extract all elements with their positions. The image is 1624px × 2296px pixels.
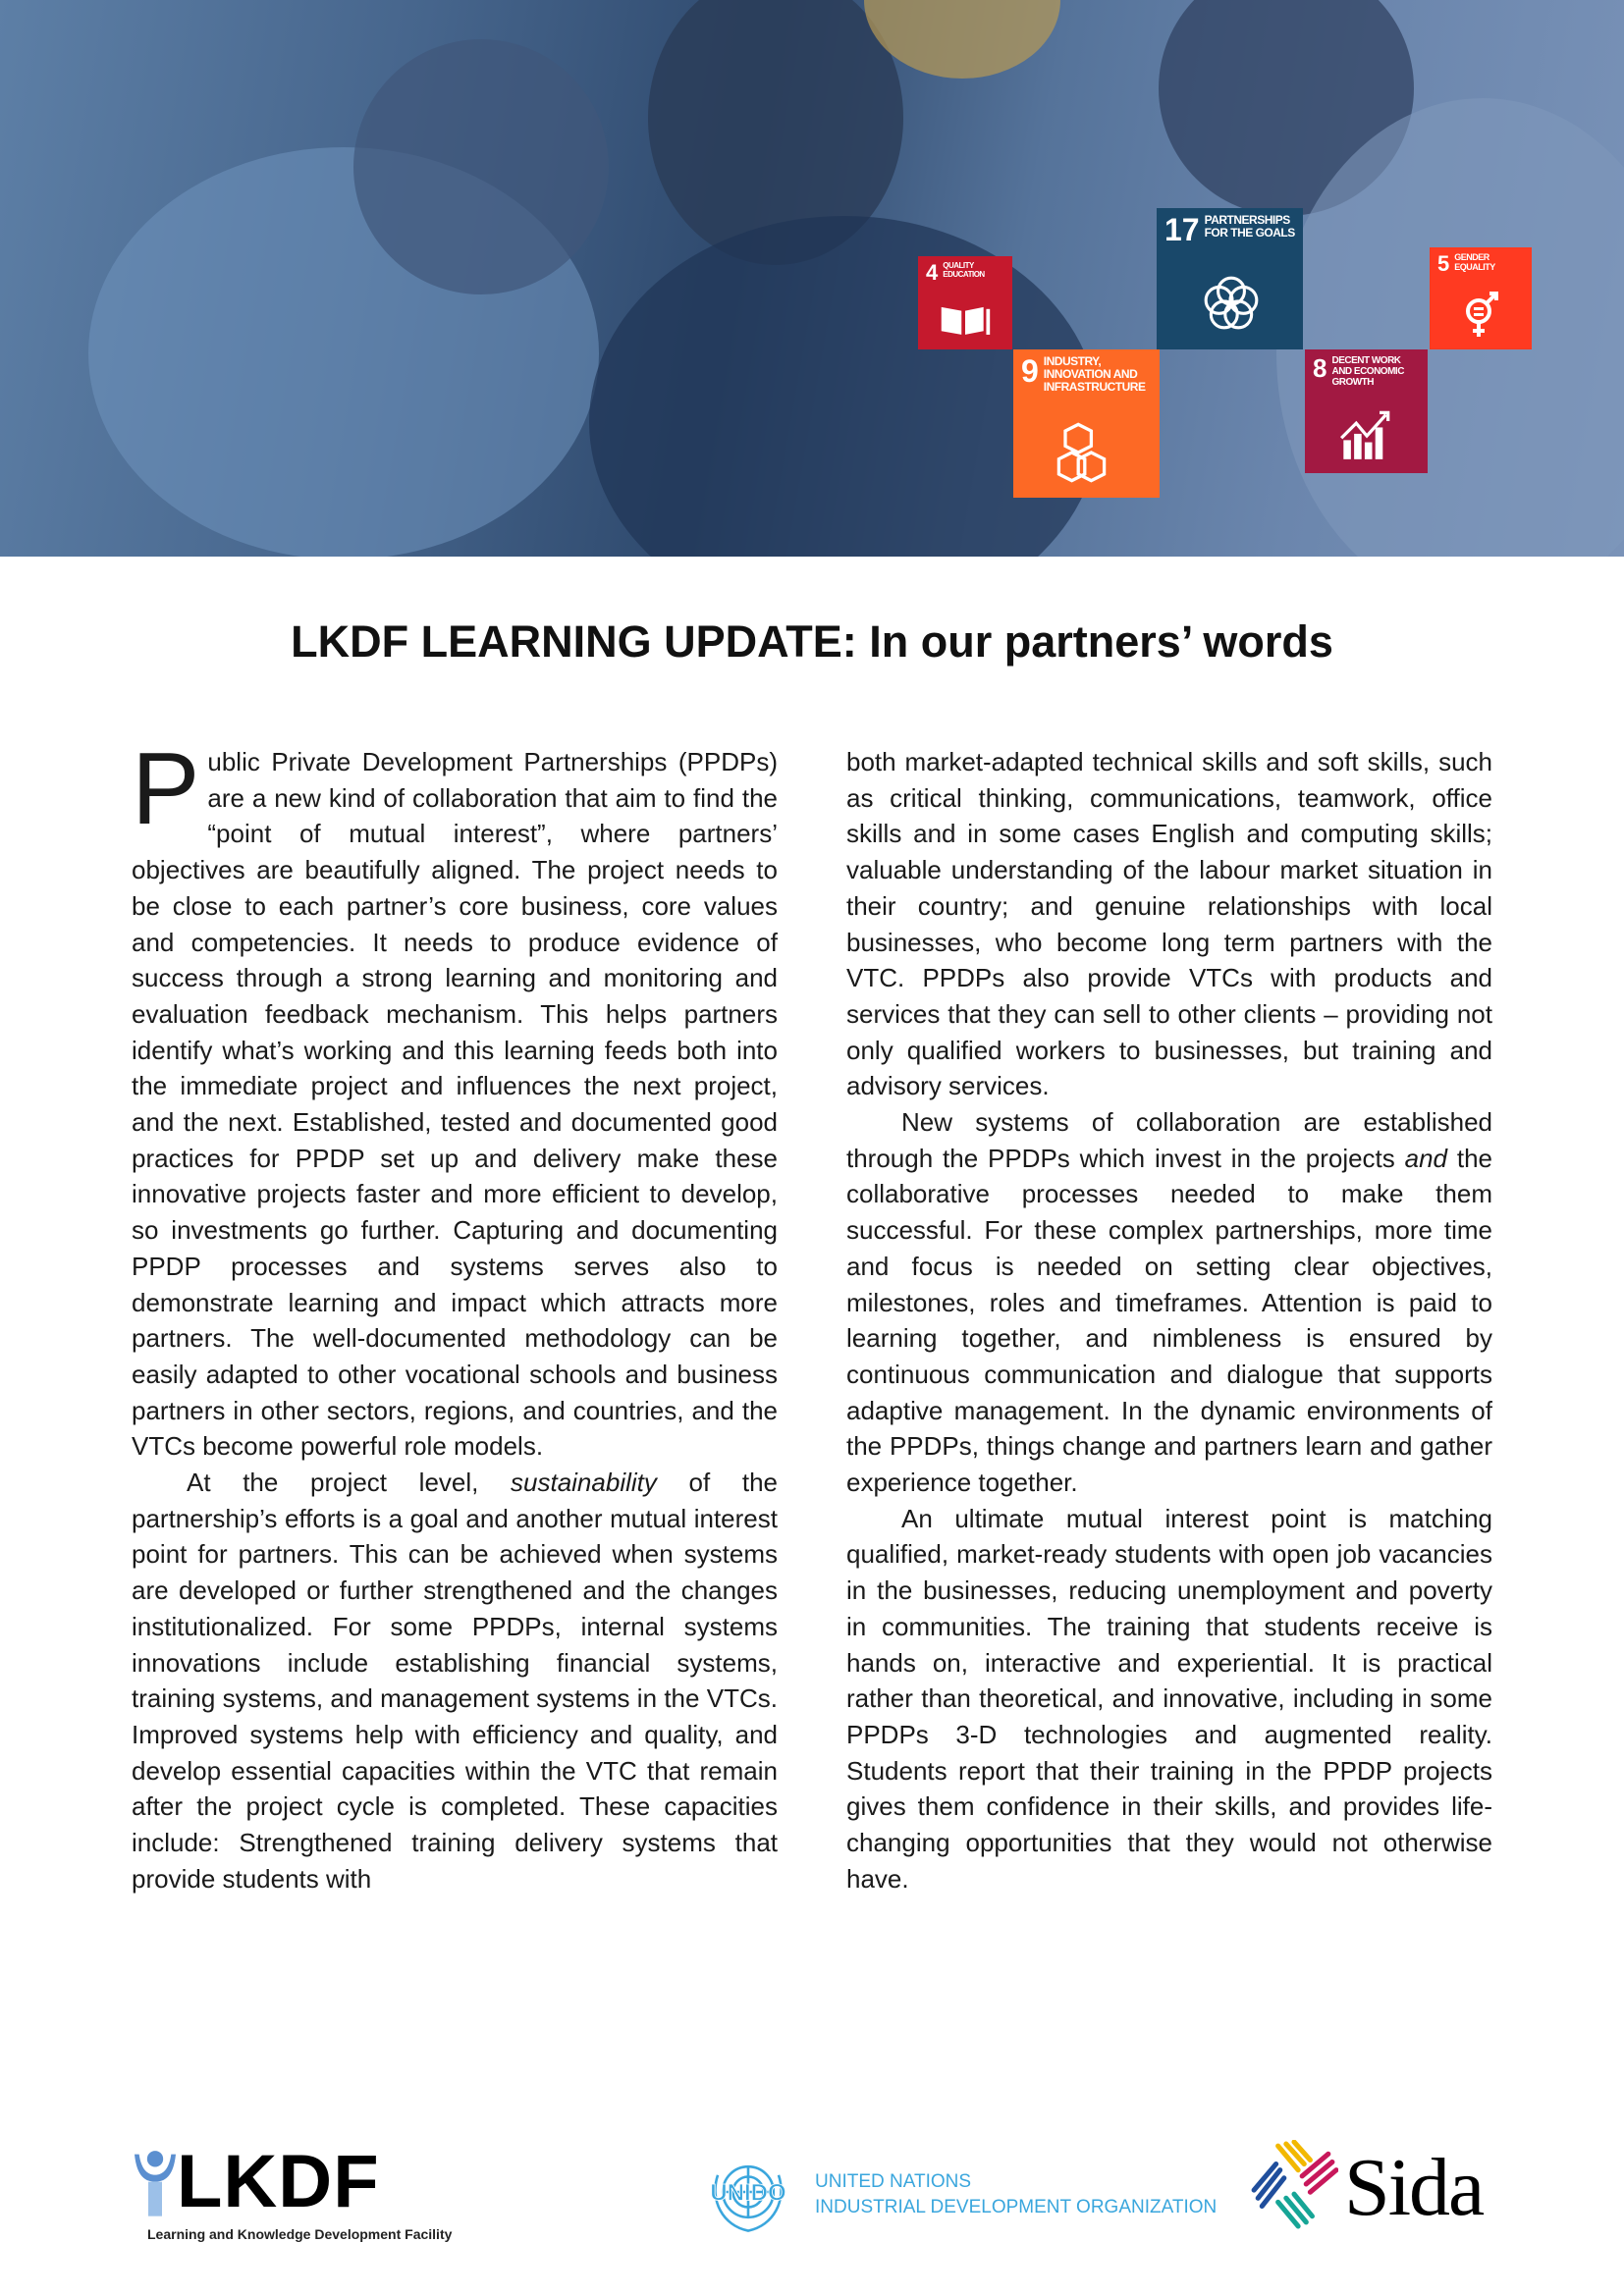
book-pencil-icon	[938, 301, 993, 339]
sdg-tile-4	[918, 256, 1012, 349]
paragraph: both market-adapted technical skills and soft skills, such as critical thinking, communications, teamwork, office skills and in some cases English and computing skills; valuable understanding of the labour market situation in their country; and genuine relationships with local businesses, who become long term partners with the VTC. PPDPs also provide VTCs with products and services that they can sell to other clients – providing not only qualified workers to businesses, but training and advisory services.	[846, 747, 1492, 1101]
paragraph: An ultimate mutual interest point is matching qualified, market-ready students with open job vacancies in the businesses, reducing unemployment and poverty in communities. The training that students receive is hands on, interactive and experiential. It is practical rather than theoretical, and innovative, including in some PPDPs 3-D technologies and augmented reality. Students report that their training in the PPDP projects gives them confidence in their skills, and provides life-changing opportunities that they would not otherwise have.	[846, 1503, 1492, 1894]
lkdf-tagline: Learning and Knowledge Development Facility	[147, 2226, 453, 2242]
stacked-cubes-icon	[1055, 420, 1119, 485]
tile-number: 4	[926, 260, 939, 285]
tile-label: GENDER EQUALITY	[1454, 252, 1495, 272]
tile-label: INDUSTRY, INNOVATION AND INFRASTRUCTURE	[1043, 354, 1146, 395]
tile-number: 9	[1021, 353, 1039, 389]
tile-header	[1313, 355, 1420, 388]
paragraph: At the project level, sustainability of the partnership’s efforts is a goal and another mutual interest point for partners. This can be achieved when systems are developed or further strengthened and the changes institutionalized. For some PPDPs, internal systems innovations include establishing financial systems, training systems, and management systems in the VTCs. Improved systems help with efficiency and quality, and develop essential capacities within the VTC that remain after the project cycle is completed. These capacities include: Strengthened training delivery systems that provide students with	[132, 1468, 778, 1894]
un-emblem-icon	[703, 2150, 793, 2234]
header-photo	[0, 0, 1624, 557]
tile-number: 8	[1313, 353, 1327, 383]
lkdf-logo	[132, 2140, 453, 2246]
unido-logo	[703, 2150, 1218, 2238]
unido-line-1: UNITED NATIONS	[815, 2171, 972, 2192]
drop-cap: P	[132, 732, 200, 846]
interlocking-rings-icon	[1201, 273, 1262, 334]
tile-header	[1021, 355, 1152, 395]
page-title: LKDF LEARNING UPDATE: In our partners’ words	[291, 616, 1333, 667]
tile-number: 5	[1437, 251, 1450, 276]
sdg-tile-5	[1430, 247, 1532, 349]
paragraph: New systems of collaboration are established through the PPDPs which invest in the projects and the collaborative processes needed to make them successful. For these complex partnerships, more time and focus is needed on setting clear objectives, milestones, roles and timeframes. Attention is paid to learning together, and nimbleness is ensured by continuous communication and dialogue that supports adaptive management. In the dynamic environments of the PPDPs, things change and partners learn and gather experience together.	[846, 1107, 1492, 1498]
tile-label: QUALITY EDUCATION	[943, 261, 985, 279]
paragraph: Public Private Development Partnerships (PPDPs) are a new kind of collaboration that aim to find the “point of mutual interest”, where partners’ objectives are beautifully aligned. The project needs to be close to each partner’s core business, core values and competencies. It needs to produce evidence of success through a strong learning and monitoring and evaluation feedback mechanism. This helps partners identify what’s working and this learning feeds both into the immediate project and influences the next project, and the next. Established, tested and documented good practices for PPDP set up and delivery make these innovative projects faster and more efficient to develop, so investments go further. Capturing and documenting PPDP processes and systems serves also to demonstrate learning and impact which attracts more partners. The well-documented methodology can be easily adapted to other vocational schools and business partners in other sectors, regions, and countries, and the VTCs become powerful role models.	[132, 732, 778, 1462]
photo-head-left	[353, 39, 609, 294]
unido-line-2: INDUSTRIAL DEVELOPMENT ORGANIZATION	[815, 2197, 1218, 2217]
right-column	[846, 744, 1492, 1897]
person-figure-icon	[132, 2150, 179, 2218]
lkdf-wordmark: LKDF	[177, 2140, 380, 2223]
tile-number: 17	[1164, 212, 1200, 247]
sdg-tile-17	[1157, 208, 1303, 349]
svg-text:UNIDO: UNIDO	[710, 2179, 786, 2207]
sdg-tile-9	[1013, 349, 1160, 498]
tile-header	[1164, 214, 1295, 245]
sida-logo	[1248, 2140, 1493, 2238]
tile-header	[1437, 253, 1524, 275]
tile-header	[926, 262, 1004, 284]
left-column	[132, 732, 778, 1897]
sida-stripes-icon	[1248, 2140, 1338, 2230]
sdg-tile-8	[1305, 349, 1428, 473]
tile-label: PARTNERSHIPS FOR THE GOALS	[1204, 213, 1295, 240]
gender-equality-icon	[1461, 291, 1500, 342]
sida-wordmark: Sida	[1344, 2142, 1484, 2233]
tile-label: DECENT WORK AND ECONOMIC GROWTH	[1331, 355, 1404, 388]
growth-chart-icon	[1339, 408, 1392, 461]
